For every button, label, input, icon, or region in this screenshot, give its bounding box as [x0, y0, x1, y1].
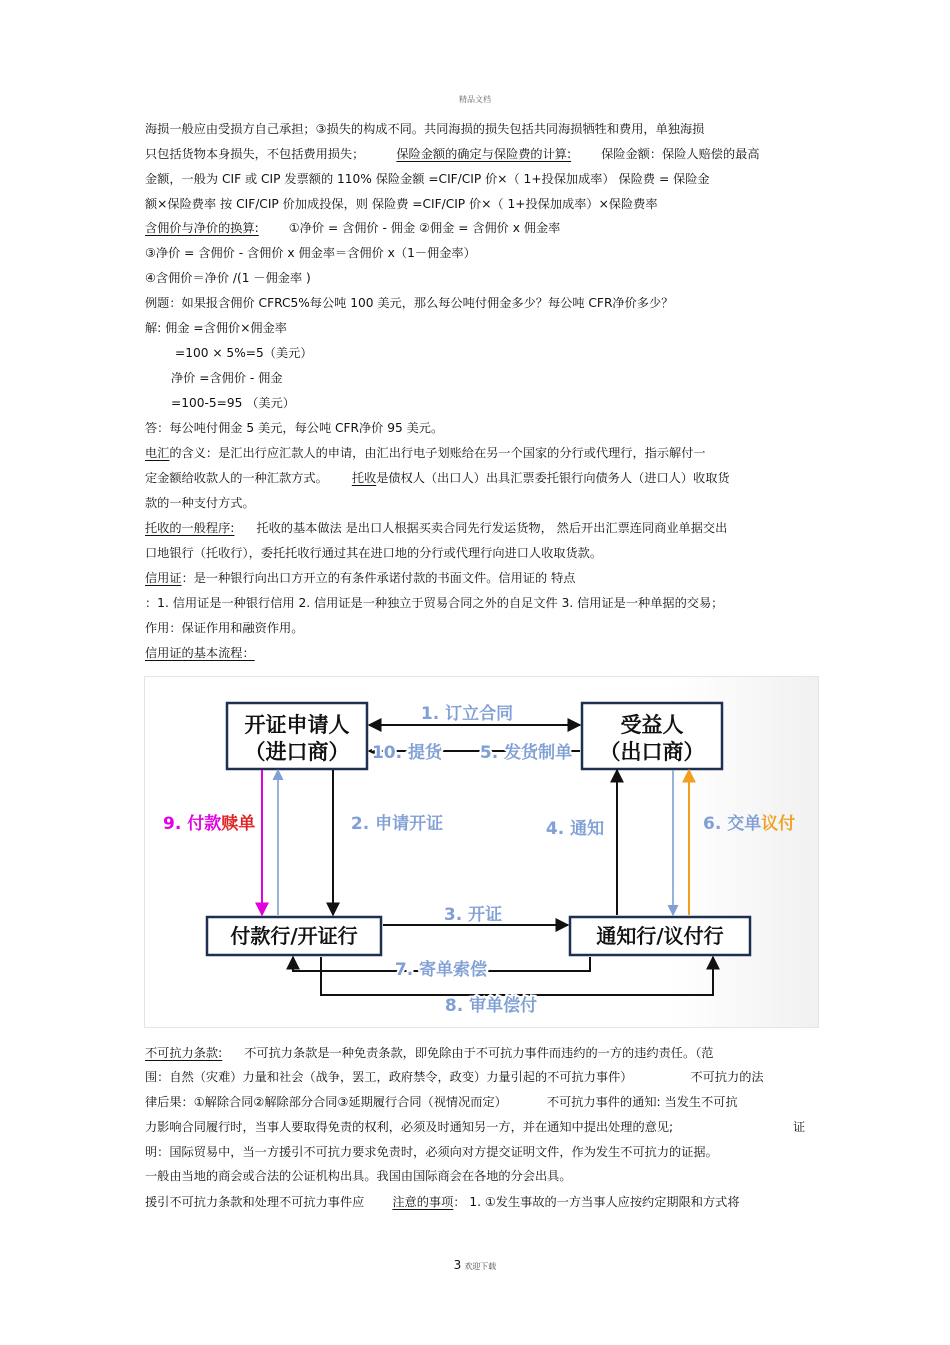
- text-segment: 不可抗力事件的通知: 当发生不可抗: [546, 1095, 738, 1109]
- issuing-bank-label: 付款行/开证行: [230, 924, 358, 948]
- term-precautions: 注意的事项: [392, 1195, 454, 1209]
- text-line: [145, 1194, 740, 1210]
- text-line: 金额，一般为 CIF 或 CIP 发票额的 110% 保险金额 =CIF/CIP 价×（ 1+投保加成率） 保险费 = 保险金: [145, 172, 710, 186]
- text-line: [145, 1119, 673, 1135]
- text-segment: 力影响合同履行时，当事人要取得免责的权利，必须及时通知另一方，并在通知中提出处理的意见;: [145, 1120, 674, 1134]
- text-line: [145, 470, 730, 486]
- footer-note: 欢迎下载: [464, 1262, 497, 1271]
- text-line: 作用：保证作用和融资作用。: [145, 621, 304, 635]
- text-line: 净价 =含佣价 - 佣金: [171, 371, 283, 385]
- text-line: [145, 570, 575, 586]
- advising-bank-label: 通知行/议付行: [596, 924, 724, 948]
- text-segment: ：是一种银行向出口方开立的有条件承诺付款的书面文件。信用证的 特点: [181, 571, 576, 585]
- step-9-label: 9. 付款赎单: [163, 814, 256, 834]
- step-6-label: 6. 交单议付: [703, 814, 796, 834]
- page-footer: [0, 1258, 950, 1272]
- text-segment: ： 1. ①发生事故的一方当事人应按约定期限和方式将: [453, 1195, 740, 1209]
- text-line: 口地银行（托收行），委托托收行通过其在进口地的分行或代理行向进口人收取货款。: [145, 546, 603, 560]
- text-segment: 的含义：是汇出行应汇款人的申请，由汇出行电子划账给在另一个国家的分行或代理行，指示解付一: [169, 446, 706, 460]
- section-heading-commission: 含佣价与净价的换算:: [145, 221, 259, 235]
- arrow-reimbursement: [321, 957, 713, 995]
- text-line: [145, 445, 706, 461]
- text-segment: 不可抗力条款是一种免责条款，即免除由于不可抗力事件而违约的一方的违约责任。（范: [244, 1046, 714, 1060]
- section-heading-force-majeure: 不可抗力条款:: [145, 1046, 223, 1060]
- text-line: [145, 1094, 738, 1110]
- text-line: [145, 146, 760, 162]
- text-line: 解: 佣金 =含佣价×佣金率: [145, 321, 287, 335]
- text-segment: 是债权人（出口人）出具汇票委托银行向债务人（进口人）收取货: [376, 471, 730, 485]
- text-line: ：1. 信用证是一种银行信用 2. 信用证是一种独立于贸易合同之外的自足文件 3. 信用证是一种单据的交易；: [145, 596, 724, 610]
- text-line: [145, 645, 255, 661]
- text-segment: 托收的基本做法 是出口人根据买卖合同先行发运货物， 然后开出汇票连同商业单据交出: [256, 521, 728, 535]
- section-heading-insurance: 保险金额的确定与保险费的计算:: [396, 147, 572, 161]
- step-8-label: 8. 审单偿付: [444, 996, 538, 1016]
- text-line: 海损一般应由受损方自己承担；③损失的构成不同。共同海损的损失包括共同海损牺牲和费用，单独海损: [145, 122, 705, 136]
- text-line: ③净价 = 含佣价 - 含佣价 x 佣金率＝含佣价 x（1－佣金率）: [145, 246, 476, 260]
- text-segment: 定金额给收款人的一种汇款方式。: [145, 471, 328, 485]
- text-segment: 只包括货物本身损失，不包括费用损失；: [145, 147, 365, 161]
- step-5-label: 5. 发货制单: [479, 743, 573, 763]
- section-heading-lc-flow: 信用证的基本流程: [145, 646, 243, 660]
- page-header: 精品文档: [459, 95, 491, 104]
- text-segment: ①净价 = 含佣价 - 佣金 ②佣金 = 含佣价 x 佣金率: [288, 221, 561, 235]
- text-segment: 援引不可抗力条款和处理不可抗力事件应: [145, 1195, 365, 1209]
- text-line: =100-5=95 （美元）: [171, 396, 295, 410]
- text-line: =100 × 5%=5（美元）: [175, 346, 313, 360]
- text-line: 证: [793, 1120, 806, 1134]
- text-line: 一般由当地的商会或合法的公证机构出具。我国由国际商会在各地的分会出具。: [145, 1169, 572, 1183]
- text-line: [145, 1069, 764, 1085]
- page-number: 3: [453, 1258, 462, 1272]
- text-segment: 不可抗力的法: [690, 1070, 764, 1084]
- applicant-subtitle: （进口商）: [244, 740, 350, 764]
- applicant-title: 开证申请人: [244, 713, 350, 737]
- text-line: 答：每公吨付佣金 5 美元，每公吨 CFR净价 95 美元。: [145, 421, 444, 435]
- lc-flow-diagram: [144, 676, 819, 1028]
- text-segment: 保险金额：保险人赔偿的最高: [601, 147, 760, 161]
- text-line: [145, 220, 560, 236]
- term-collection: 托收: [351, 471, 377, 485]
- step-4-label: 4. 通知: [545, 819, 605, 839]
- term-telegraphic-transfer: 电汇: [145, 446, 170, 460]
- term-letter-of-credit: 信用证: [145, 571, 182, 585]
- text-line: [145, 520, 727, 536]
- step-10-label: 10. 提货: [371, 743, 443, 763]
- step-2-label: 2. 申请开证: [350, 814, 444, 834]
- text-line: 额×保险费率 按 CIF/CIP 价加成投保，则 保险费 =CIF/CIP 价×（ 1+投保加成率）×保险费率: [145, 197, 658, 211]
- text-segment: 律后果：①解除合同②解除部分合同③延期履行合同（视情况而定）: [145, 1095, 507, 1109]
- text-line: 明：国际贸易中，当一方援引不可抗力要求免责时，必须向对方提交证明文件，作为发生不可抗力的证据。: [145, 1145, 718, 1159]
- section-heading-collection-procedure: 托收的一般程序:: [145, 521, 235, 535]
- text-line: [145, 1045, 713, 1061]
- lc-flow-diagram-svg: [145, 677, 820, 1029]
- text-line: 例题：如果报含佣价 CFRC5%每公吨 100 美元，那么每公吨付佣金多少？每公吨 CFR净价多少？: [145, 296, 674, 310]
- text-line: 款的一种支付方式。: [145, 496, 255, 510]
- step-7-label: 7. 寄单索偿: [394, 960, 488, 980]
- beneficiary-subtitle: （出口商）: [599, 740, 705, 764]
- text-line: ④含佣价＝净价 /(1 －佣金率 ): [145, 271, 311, 285]
- text-segment: ：: [242, 646, 255, 660]
- step-3-label: 3. 开证: [443, 905, 503, 925]
- text-segment: 围：自然（灾难）力量和社会（战争，罢工，政府禁令，政变）力量引起的不可抗力事件）: [145, 1070, 633, 1084]
- step-1-label: 1. 订立合同: [420, 704, 514, 724]
- beneficiary-title: 受益人: [620, 713, 684, 737]
